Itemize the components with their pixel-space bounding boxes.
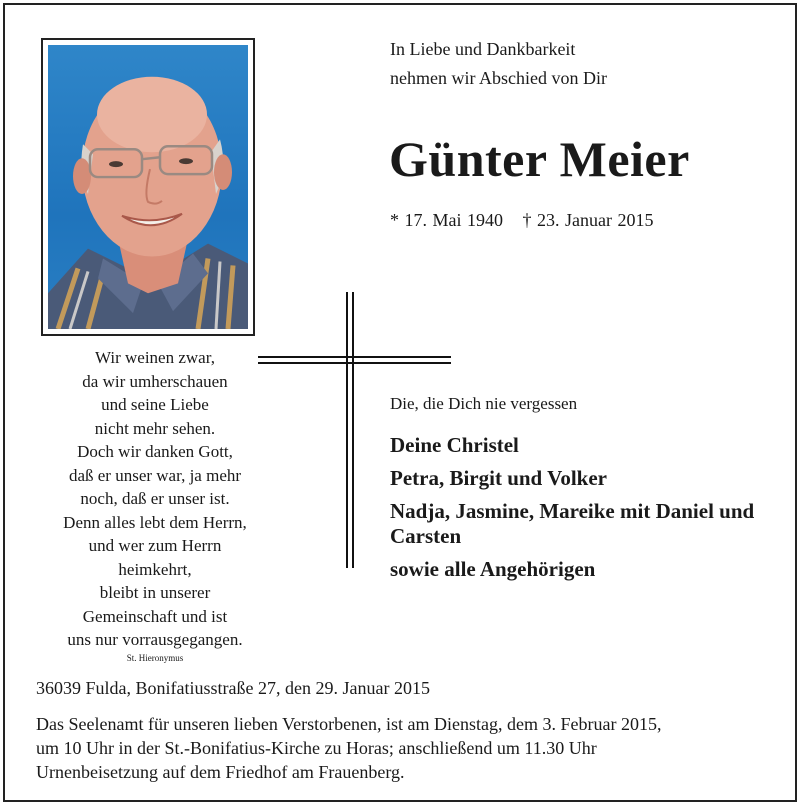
poem-line: daß er unser war, ja mehr	[68, 465, 242, 485]
life-dates	[390, 210, 667, 231]
portrait-illustration	[48, 45, 248, 329]
notice-line: Das Seelenamt für unseren lieben Verstorbenen, ist am Dienstag, dem 3. Februar 2015,	[36, 714, 662, 734]
poem-line: und wer zum Herrn	[88, 536, 222, 555]
intro-line: In Liebe und Dankbarkeit	[390, 39, 576, 59]
notice-line: um 10 Uhr in der St.-Bonifatius-Kirche zu Horas; anschließend um 11.30 Uhr	[36, 738, 597, 758]
poem	[27, 346, 283, 664]
poem-line: uns nur vorrausgegangen.	[67, 630, 243, 649]
address-date: 36039 Fulda, Bonifatiusstraße 27, den 29. Januar 2015	[36, 678, 430, 698]
mourners-intro: Die, die Dich nie vergessen	[390, 394, 578, 413]
obituary-notice	[3, 3, 797, 802]
birth-date: * 17. Mai 1940	[390, 210, 503, 230]
poem-line: Wir weinen zwar,	[95, 348, 215, 367]
mourners-list	[390, 433, 780, 582]
poem-line: heimkehrt,	[118, 559, 192, 579]
portrait-photo	[48, 45, 248, 329]
poem-line: Gemeinschaft und ist	[82, 606, 228, 626]
poem-line: da wir umherschauen	[82, 371, 228, 391]
mourner-name: Petra, Birgit und Volker	[390, 466, 608, 490]
deceased-name: Günter Meier	[389, 131, 690, 187]
poem-line: Doch wir danken Gott,	[77, 442, 233, 461]
poem-line: Denn alles lebt dem Herrn,	[63, 512, 247, 532]
death-date: † 23. Januar 2015	[522, 210, 654, 230]
mourner-name: sowie alle Angehörigen	[390, 557, 596, 581]
mourner-name: Deine Christel	[390, 433, 519, 457]
intro-line: nehmen wir Abschied von Dir	[390, 68, 607, 88]
poem-line: bleibt in unserer	[99, 583, 211, 602]
cross-icon-horizontal	[258, 356, 451, 364]
poem-author: St. Hieronymus	[126, 652, 184, 663]
cross-icon-vertical	[346, 292, 351, 568]
intro-text	[390, 35, 607, 93]
poem-line: nicht mehr sehen.	[94, 418, 216, 438]
notice-line: Urnenbeisetzung auf dem Friedhof am Frauenberg.	[36, 762, 405, 782]
service-notice	[36, 712, 776, 784]
portrait-frame	[41, 38, 255, 336]
poem-line: noch, daß er unser ist.	[80, 489, 230, 508]
mourner-name: Nadja, Jasmine, Mareike mit Daniel und Carsten	[390, 499, 755, 548]
poem-line: und seine Liebe	[101, 395, 209, 414]
